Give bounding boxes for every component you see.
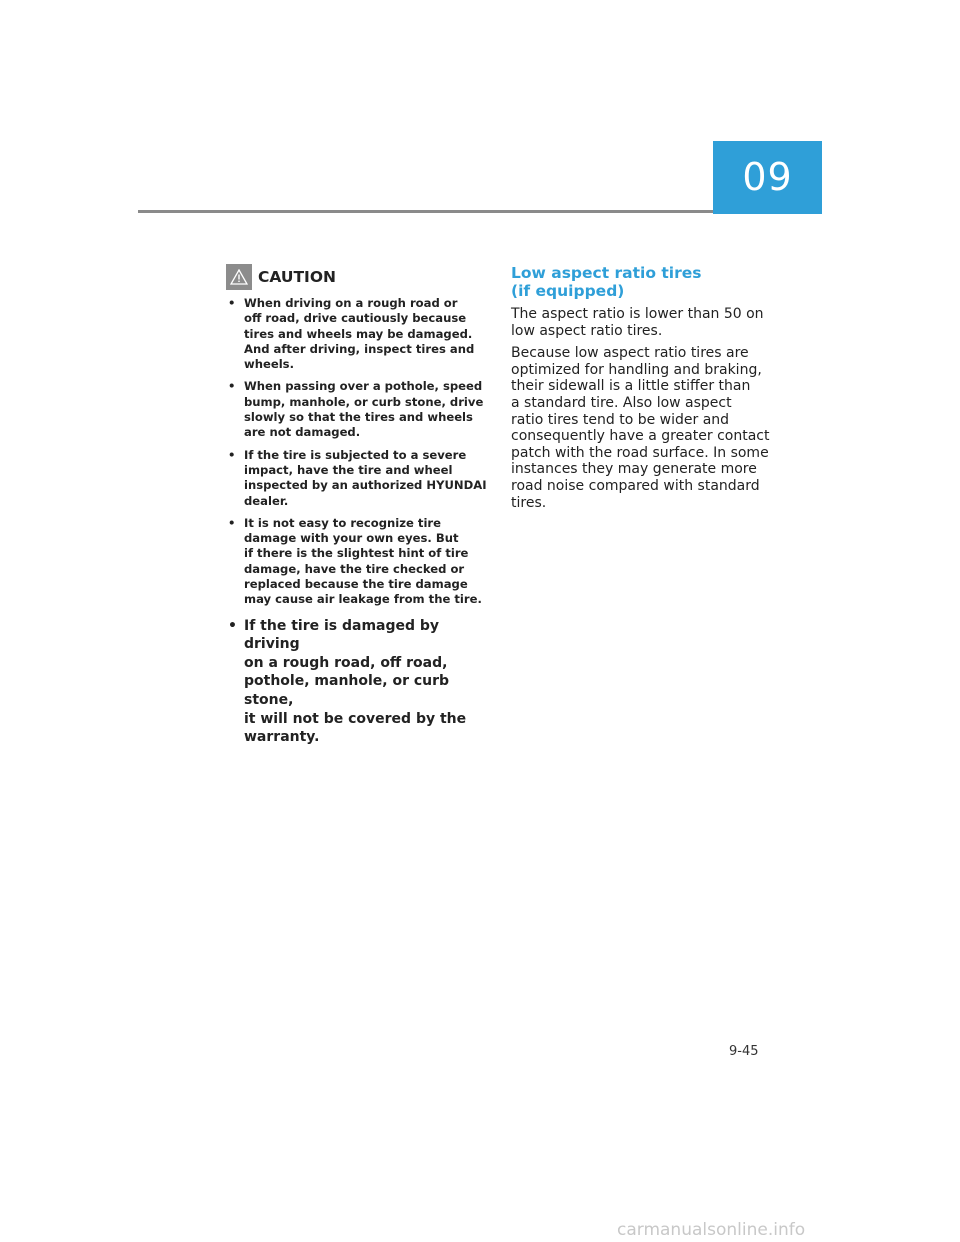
section-low-aspect-ratio-tires (511, 265, 773, 517)
caution-list (226, 296, 488, 747)
caution-box (226, 264, 488, 754)
page-number: 9-45 (729, 1044, 759, 1059)
caution-item-text: If the tire is subjected to a severe impact, have the tire and wheel inspected by an authorized HYUNDAI dealer. (244, 447, 487, 508)
watermark-text: carmanualsonline.info (617, 1220, 806, 1240)
caution-item: • When driving on a rough road or off road, drive cautiously because tires and wheels may be damaged. And after driving, inspect tires and wheels. (228, 296, 475, 372)
section-paragraph: Because low aspect ratio tires are optimized for handling and braking, their sidewall is a little stiffer than a standard tire. Also low aspect ratio tires tend to be wider and consequently have a greater contact patch with the road surface. In some instances they may generate more road noise compared with standard tires. (511, 345, 770, 511)
chapter-number-tab: 09 (713, 141, 822, 214)
section-title: Low aspect ratio tires (if equipped) (511, 264, 702, 300)
caution-title: CAUTION (258, 268, 336, 286)
caution-item-warranty: • If the tire is damaged by driving on a rough road, off road, pothole, manhole, or curb stone, it will not be covered by the warranty. (228, 617, 467, 746)
caution-header (226, 264, 488, 290)
section-paragraph: The aspect ratio is lower than 50 on low aspect ratio tires. (511, 306, 764, 339)
caution-item-text: If the tire is damaged by driving on a rough road, off road, pothole, manhole, or curb stone, it will not be covered by the warranty. (244, 617, 467, 746)
caution-item: • It is not easy to recognize tire damage with your own eyes. But if there is the slightest hint of tire damage, have the tire checked or replaced because the tire damage may cause air leakage from the tire. (228, 515, 482, 607)
warning-triangle-icon (226, 264, 252, 290)
caution-item-text: When driving on a rough road or off road, drive cautiously because tires and wheels may be damaged. And after driving, inspect tires and wheels. (244, 296, 475, 372)
watermark (617, 1219, 960, 1242)
caution-item-text: It is not easy to recognize tire damage with your own eyes. But if there is the slightest hint of tire damage, have the tire checked or replaced because the tire damage may cause air leakage from the tire. (244, 515, 482, 607)
caution-item: • When passing over a pothole, speed bump, manhole, or curb stone, drive slowly so that the tires and wheels are not damaged. (228, 379, 484, 440)
caution-item-text: When passing over a pothole, speed bump, manhole, or curb stone, drive slowly so that the tires and wheels are not damaged. (244, 379, 484, 440)
header-divider (138, 210, 713, 213)
caution-item: • If the tire is subjected to a severe impact, have the tire and wheel inspected by an authorized HYUNDAI dealer. (228, 447, 487, 508)
